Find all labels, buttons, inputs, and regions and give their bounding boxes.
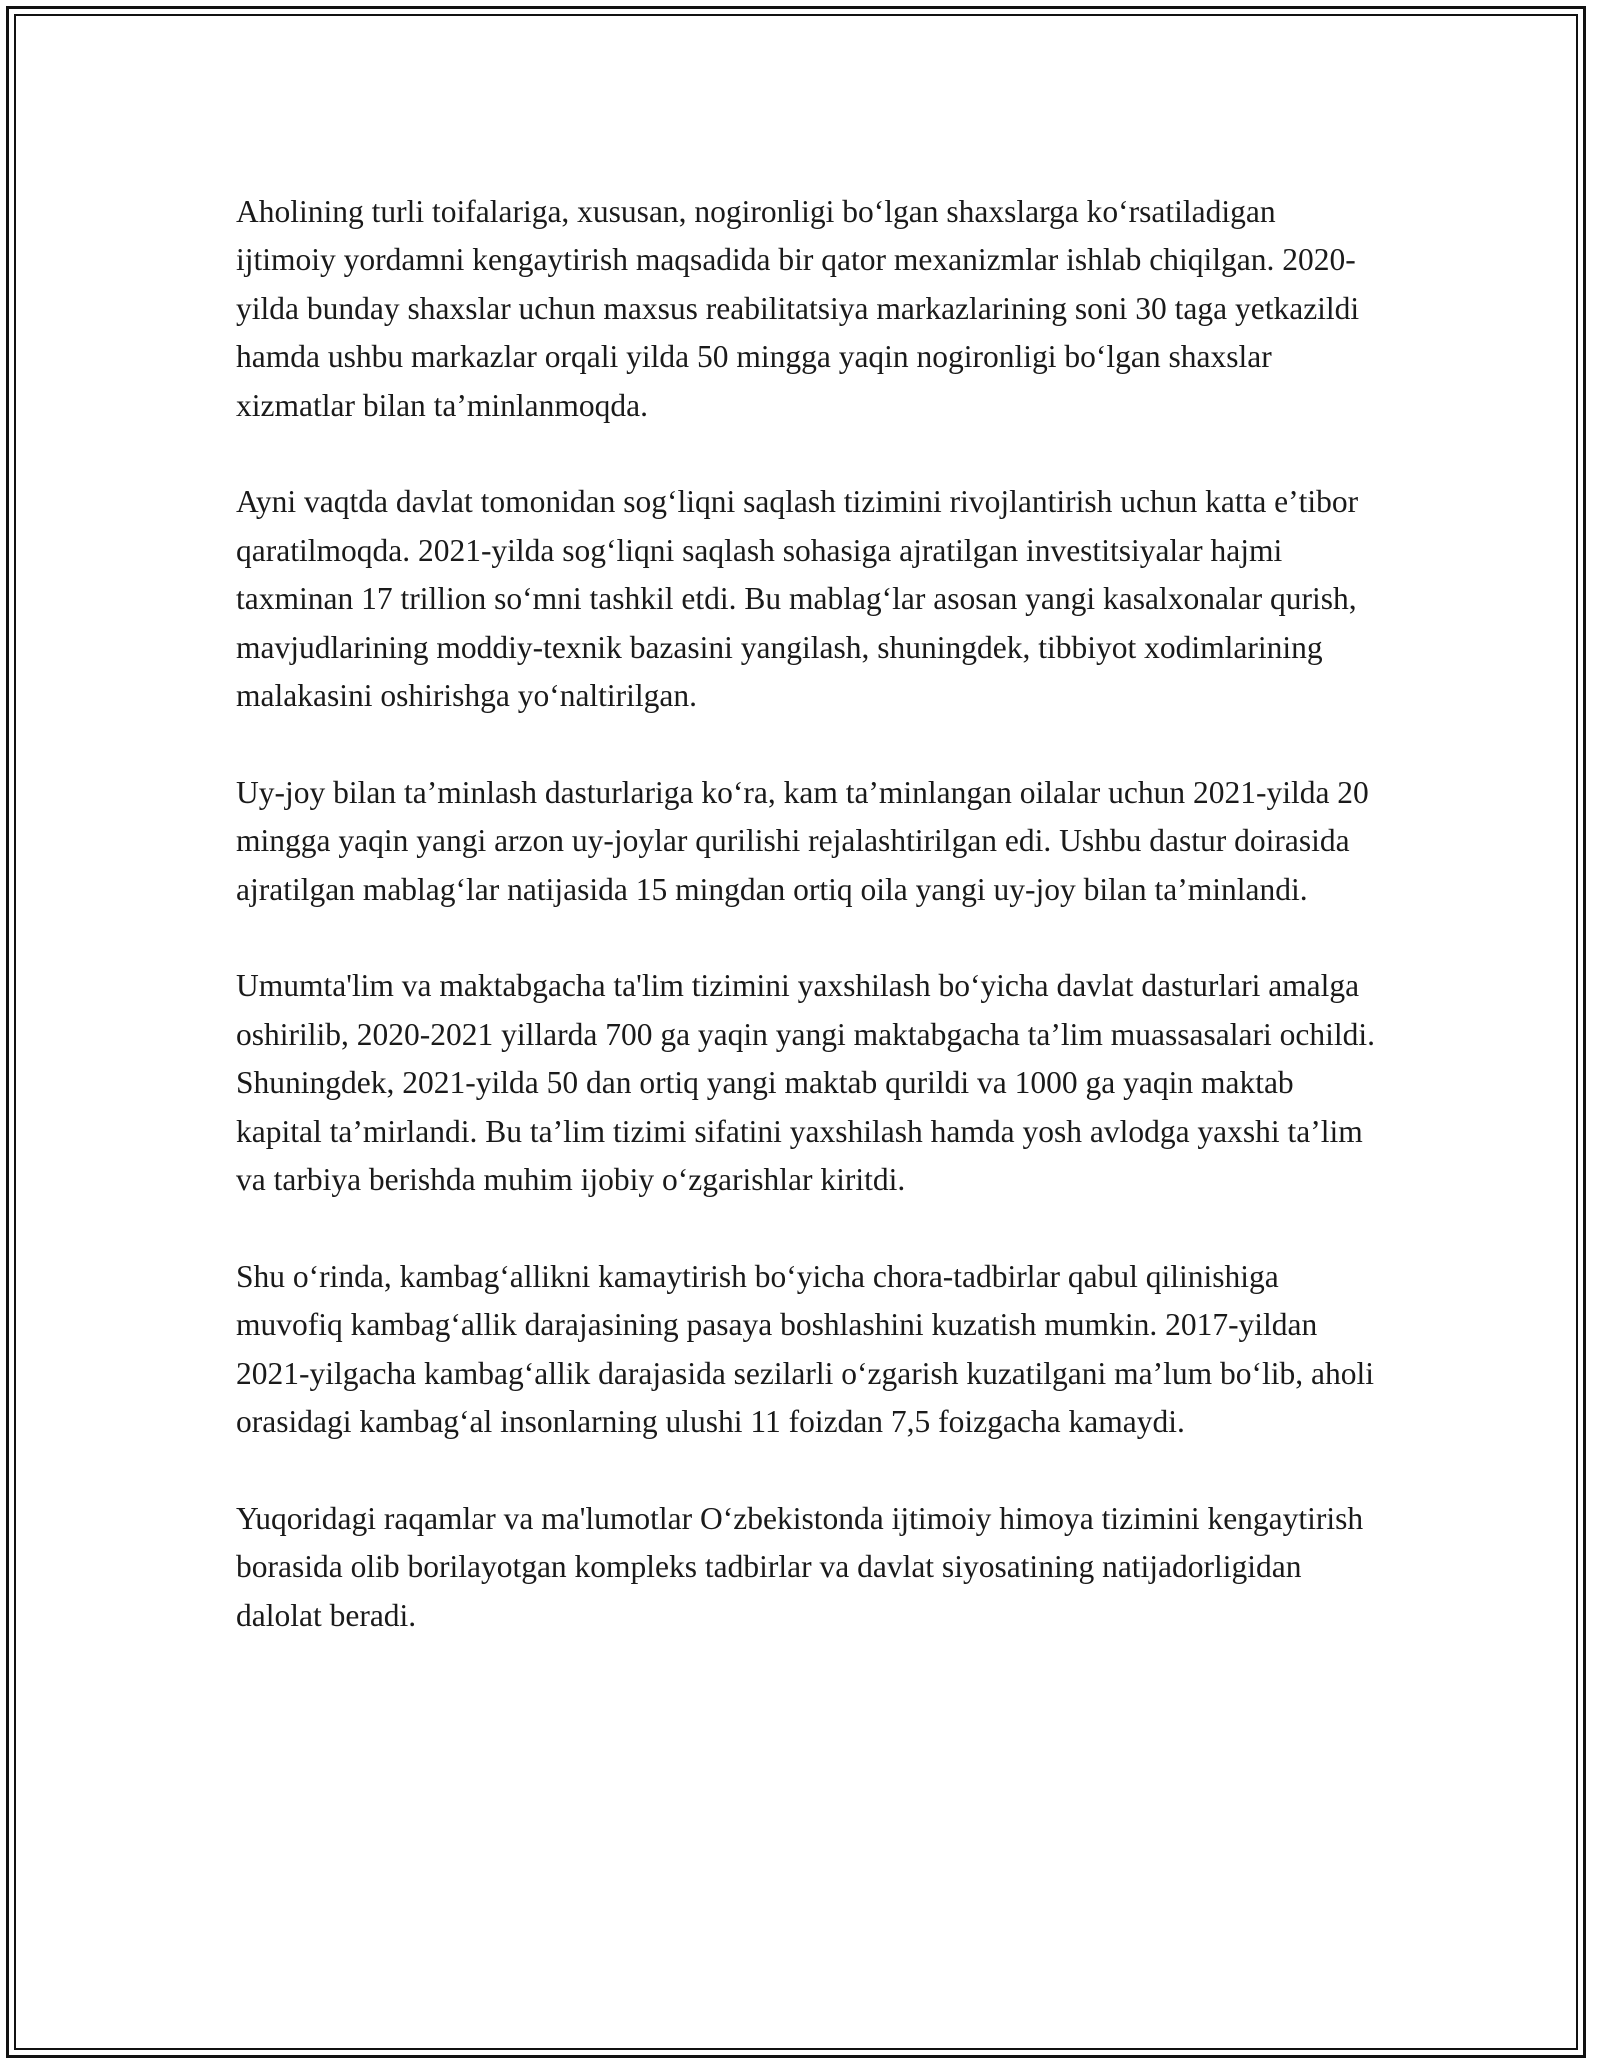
paragraph-healthcare: Ayni vaqtda davlat tomonidan sogʻliqni saqlash tizimini rivojlantirish uchun katta eʼtibor qaratilmoqda. 2021-yilda sogʻliqni saqlash sohasiga ajratilgan investitsiyalar hajmi taxminan 17 trillion soʻmni tashkil etdi. Bu mablagʻlar asosan yangi kasalxonalar qurish, mavjudlarining moddiy-texnik bazasini yangilash, shuningdek, tibbiyot xodimlarining malakasini oshirishga yoʻnaltirilgan. bbox=[236, 484, 1359, 714]
paragraph-conclusion: Yuqoridagi raqamlar va ma'lumotlar Oʻzbekistonda ijtimoiy himoya tizimini kengaytirish borasida olib borilayotgan kompleks tadbirlar va davlat siyosatining natijadorligidan dalolat beradi. bbox=[236, 1500, 1364, 1633]
paragraph-housing: Uy-joy bilan taʼminlash dasturlariga koʻra, kam taʼminlangan oilalar uchun 2021-yilda 20 mingga yaqin yangi arzon uy-joylar qurilishi rejalashtirilgan edi. Ushbu dastur doirasida ajratilgan mablagʻlar natijasida 15 mingdan ortiq oila yangi uy-joy bilan taʼminlandi. bbox=[236, 774, 1369, 907]
document-body bbox=[236, 188, 1376, 1640]
paragraph-education: Umumta'lim va maktabgacha ta'lim tizimini yaxshilash boʻyicha davlat dasturlari amalga oshirilib, 2020-2021 yillarda 700 ga yaqin yangi maktabgacha taʼlim muassasalari ochildi. Shuningdek, 2021-yilda 50 dan ortiq yangi maktab qurildi va 1000 ga yaqin maktab kapital taʼmirlandi. Bu taʼlim tizimi sifatini yaxshilash hamda yosh avlodga yaxshi taʼlim va tarbiya berishda muhim ijobiy oʻzgarishlar kiritdi. bbox=[236, 968, 1375, 1198]
paragraph-social-assistance: Aholining turli toifalariga, xususan, nogironligi boʻlgan shaxslarga koʻrsatiladigan ijtimoiy yordamni kengaytirish maqsadida bir qator mexanizmlar ishlab chiqilgan. 2020-yilda bunday shaxslar uchun maxsus reabilitatsiya markazlarining soni 30 taga yetkazildi hamda ushbu markazlar orqali yilda 50 mingga yaqin nogironligi boʻlgan shaxslar xizmatlar bilan taʼminlanmoqda. bbox=[236, 194, 1360, 423]
paragraph-poverty: Shu oʻrinda, kambagʻallikni kamaytirish boʻyicha chora-tadbirlar qabul qilinishiga muvofiq kambagʻallik darajasining pasaya boshlashini kuzatish mumkin. 2017-yildan 2021-yilgacha kambagʻallik darajasida sezilarli oʻzgarish kuzatilgani maʼlum boʻlib, aholi orasidagi kambagʻal insonlarning ulushi 11 foizdan 7,5 foizgacha kamaydi. bbox=[236, 1258, 1374, 1440]
